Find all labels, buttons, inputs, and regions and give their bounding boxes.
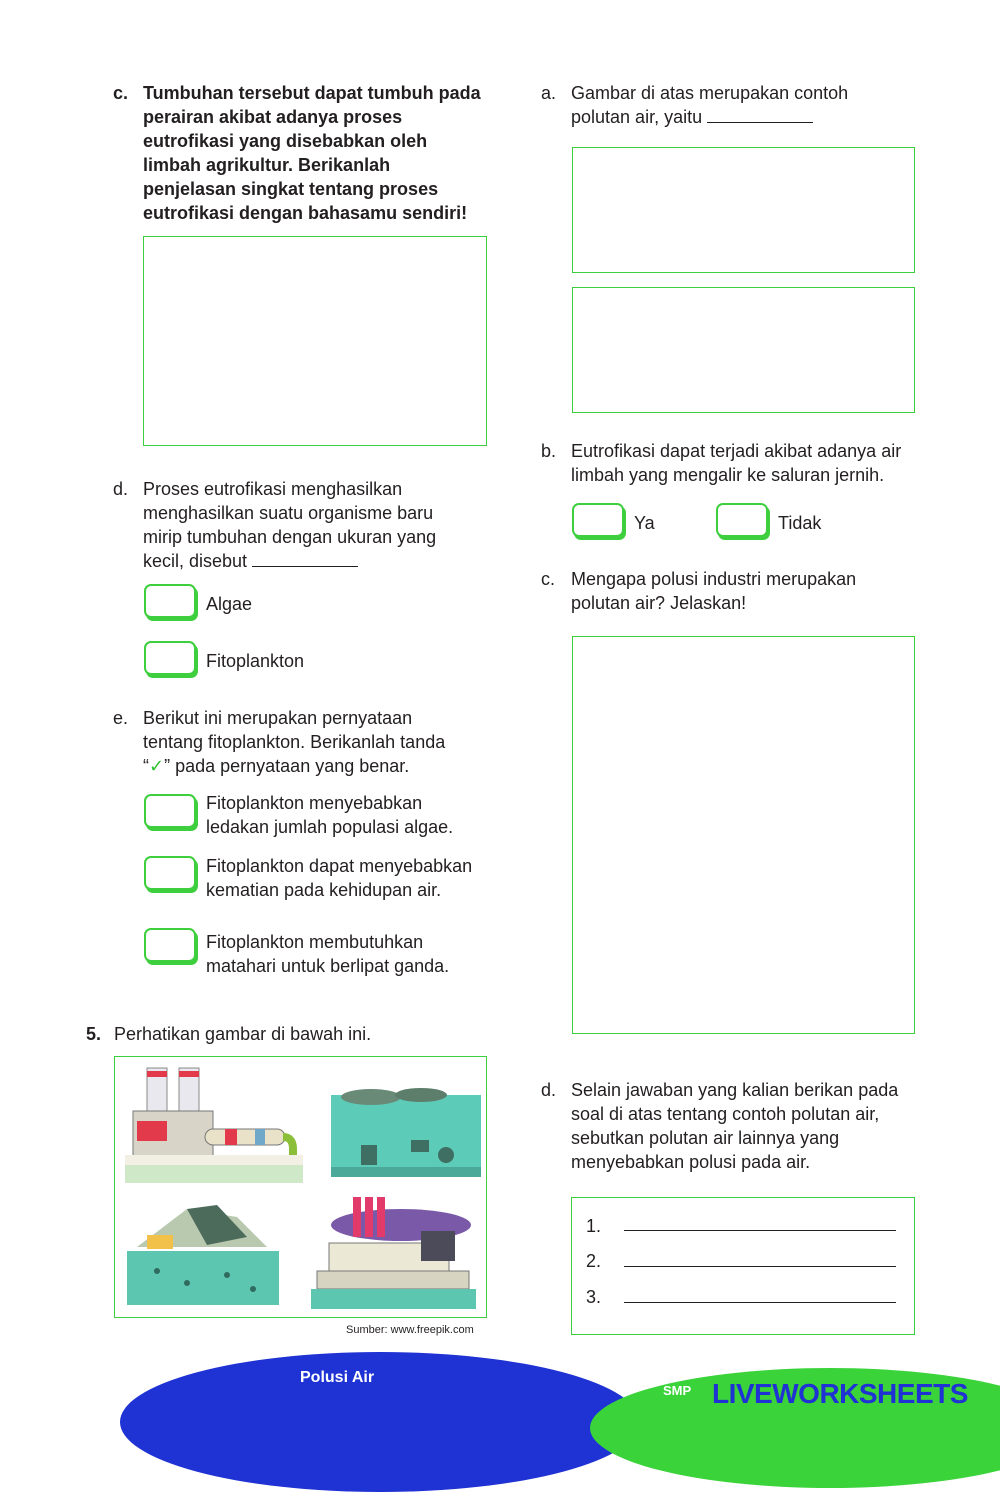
checkbox-statement-1[interactable] xyxy=(144,794,196,828)
footer-brand-small: SMP xyxy=(663,1383,692,1398)
liveworksheets-logo[interactable]: LIVEWORKSHEETS xyxy=(712,1378,968,1409)
answer-line-2[interactable] xyxy=(624,1266,896,1267)
list-number-1: 1. xyxy=(586,1216,602,1236)
list-number-2: 2. xyxy=(586,1251,602,1271)
answer-box-c[interactable] xyxy=(143,236,487,446)
question-e-text: Berikut ini merupakan pernyataan tentang fitoplankton. Berikanlah tanda “✓” pada pernyataan yang benar. xyxy=(143,708,446,776)
image-source: Sumber: www.freepik.com xyxy=(346,1324,474,1336)
answer-line-1[interactable] xyxy=(624,1230,896,1231)
checkbox-statement-2[interactable] xyxy=(144,856,196,890)
right-question-d-letter: d. xyxy=(541,1080,557,1100)
statement-2: Fitoplankton dapat menyebabkan kematian pada kehidupan air. xyxy=(206,856,473,900)
answer-box-a-1[interactable] xyxy=(572,147,915,273)
question-5-number: 5. xyxy=(86,1024,102,1044)
checkbox-algae[interactable] xyxy=(144,584,196,618)
answer-list-box xyxy=(571,1197,915,1335)
landfill-illustration xyxy=(127,1187,279,1307)
checkbox-statement-3[interactable] xyxy=(144,928,196,962)
checkbox-fitoplankton[interactable] xyxy=(144,641,196,675)
blank-d[interactable] xyxy=(252,550,358,567)
right-question-d-text: Selain jawaban yang kalian berikan pada soal di atas tentang contoh polutan air, sebutkan polutan air lainnya yang menyebabkan polusi pada air. xyxy=(571,1080,899,1172)
pollution-illustrations xyxy=(114,1056,487,1318)
blank-a[interactable] xyxy=(707,106,813,123)
right-question-c-text: Mengapa polusi industri merupakan polutan air? Jelaskan! xyxy=(571,569,857,613)
right-question-b-text: Eutrofikasi dapat terjadi akibat adanya air limbah yang mengalir ke saluran jernih. xyxy=(571,441,902,485)
question-5-text: Perhatikan gambar di bawah ini. xyxy=(114,1024,372,1044)
statement-3: Fitoplankton membutuhkan matahari untuk berlipat ganda. xyxy=(206,932,450,976)
footer-blue-wave xyxy=(120,1352,640,1492)
right-question-a-letter: a. xyxy=(541,83,557,103)
answer-line-3[interactable] xyxy=(624,1302,896,1303)
question-c-letter: c. xyxy=(113,83,129,103)
right-question-b-letter: b. xyxy=(541,441,557,461)
footer-title: Polusi Air xyxy=(300,1369,375,1386)
right-question-c-letter: c. xyxy=(541,569,556,589)
checkbox-tidak[interactable] xyxy=(716,503,768,537)
option-ya: Ya xyxy=(634,513,655,533)
question-c-text: Tumbuhan tersebut dapat tumbuh pada perairan akibat adanya proses eutrofikasi yang disebabkan oleh limbah agrikultur. Berikanlah penjelasan singkat tentang proses eutrofikasi dengan bahasamu sendiri! xyxy=(143,83,481,223)
list-number-3: 3. xyxy=(586,1287,602,1307)
question-e-letter: e. xyxy=(113,708,129,728)
factory-pipe-illustration xyxy=(125,1063,305,1183)
right-question-a-text: Gambar di atas merupakan contoh polutan air, yaitu xyxy=(571,83,849,127)
statement-1: Fitoplankton menyebabkan ledakan jumlah populasi algae. xyxy=(206,793,454,837)
industrial-ship-illustration xyxy=(311,1191,476,1309)
option-algae: Algae xyxy=(206,594,253,614)
question-d-letter: d. xyxy=(113,479,129,499)
answer-box-a-2[interactable] xyxy=(572,287,915,413)
check-mark-icon: ✓ xyxy=(149,756,165,776)
answer-box-c-right[interactable] xyxy=(572,636,915,1034)
option-fitoplankton: Fitoplankton xyxy=(206,651,305,671)
option-tidak: Tidak xyxy=(778,513,822,533)
question-d-text: Proses eutrofikasi menghasilkan menghasilkan suatu organisme baru mirip tumbuhan dengan ukuran yang kecil, disebut xyxy=(143,479,437,571)
checkbox-ya[interactable] xyxy=(572,503,624,537)
underwater-trash-illustration xyxy=(331,1085,481,1177)
